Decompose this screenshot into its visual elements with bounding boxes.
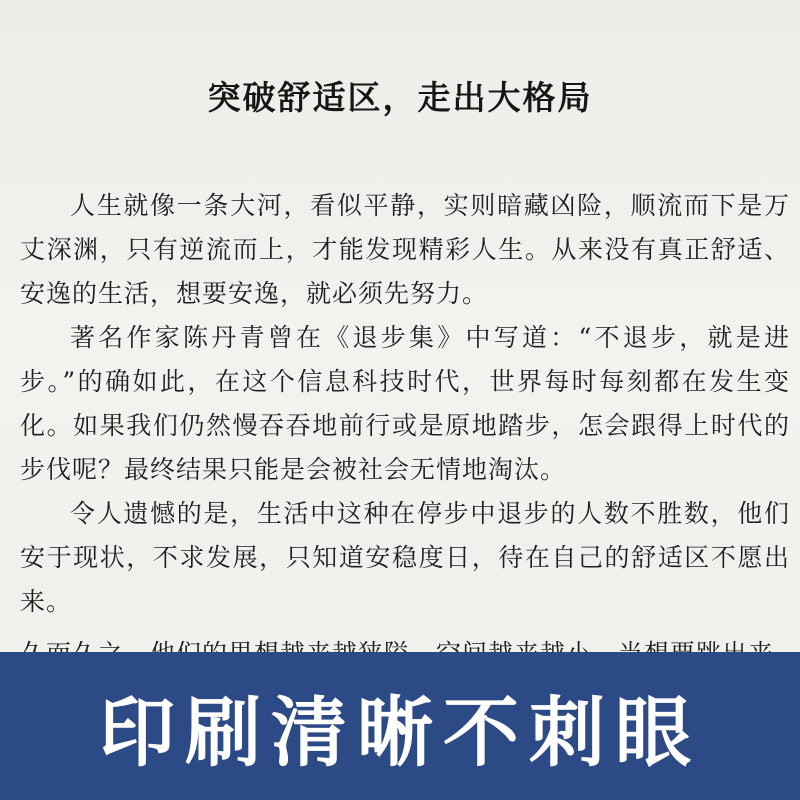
page-title: 突破舒适区，走出大格局	[207, 78, 593, 117]
paragraph-2: 著名作家陈丹青曾在《退步集》中写道：“不退步，就是进步。”的确如此，在这个信息科技时代，世界每时每刻都在发生变化。如果我们仍然慢吞吞地前行或是原地踏步，怎会跟得上时代的步伐呢？最终结果只能是会被社会无情地淘汰。	[20, 323, 790, 484]
paragraph-1: 人生就像一条大河，看似平静，实则暗藏凶险，顺流而下是万丈深渊，只有逆流而上，才能发现精彩人生。从来没有真正舒适、安逸的生活，想要安逸，就必须先努力。	[20, 191, 790, 308]
promo-banner	[0, 652, 800, 800]
article-body	[20, 184, 790, 624]
show-through-text	[0, 18, 800, 49]
banner-text: 印刷清晰不刺眼	[99, 687, 701, 777]
paragraph-3: 令人遗憾的是，生活中这种在停步中退步的人数不胜数，他们安于现状，不求发展，只知道安稳度日，待在自己的舒适区不愿出来。	[20, 499, 790, 616]
